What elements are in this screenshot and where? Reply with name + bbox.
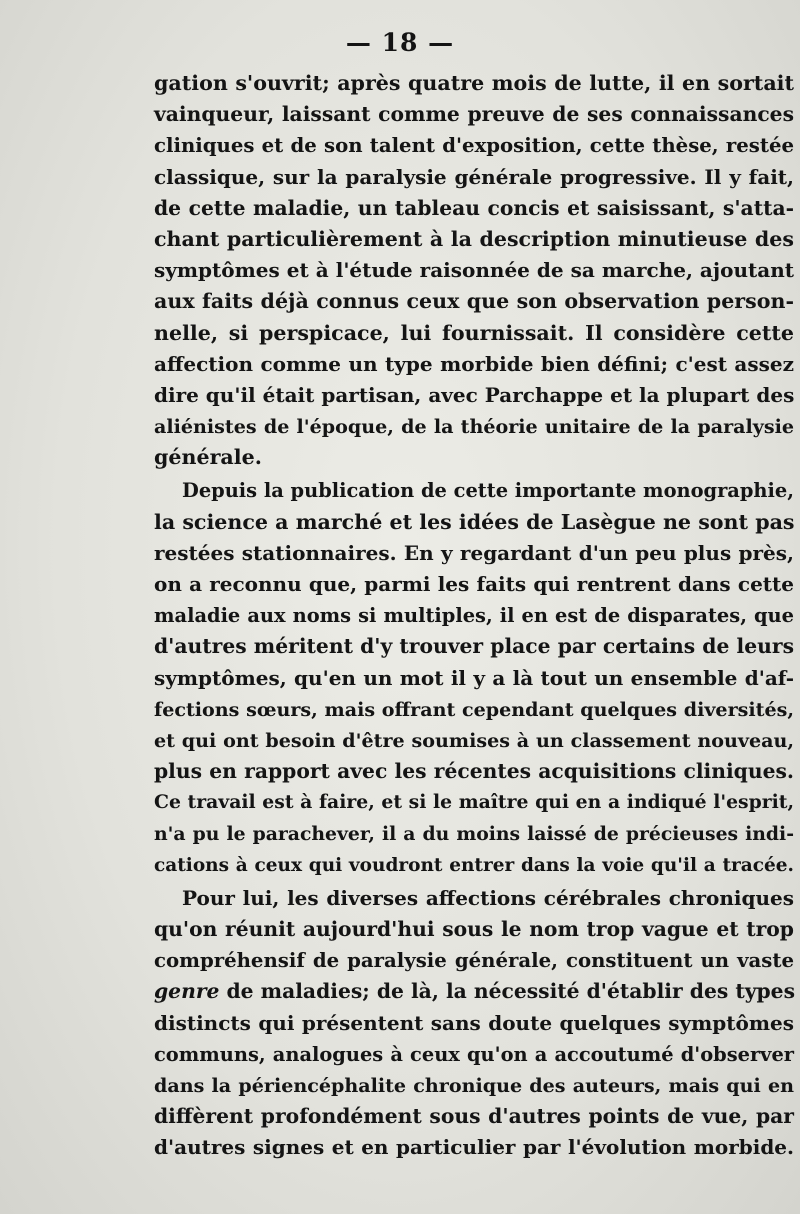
text-line: symptômes, qu'en un mot il y a là tout un ensemble d'af-: [154, 665, 794, 690]
text-line: aux faits déjà connus ceux que son observation person-: [154, 289, 794, 314]
text-line: symptômes et à l'étude raisonnée de sa marche, ajoutant: [154, 258, 794, 283]
text-line: communs, analogues à ceux qu'on a accoutumé d'observer: [154, 1042, 794, 1066]
text-line: classique, sur la paralysie générale progressive. Il y fait,: [154, 164, 794, 189]
text-line: d'autres signes et en particulier par l'évolution morbide.: [154, 1135, 794, 1160]
text-line: dire qu'il était partisan, avec Parchappe et la plupart des: [154, 382, 795, 407]
text-line: distincts qui présentent sans doute quelques symptômes: [154, 1010, 794, 1035]
paragraph-2: [154, 475, 794, 880]
text-line: plus en rapport avec les récentes acquisitions cliniques.: [154, 759, 794, 784]
text-line: de cette maladie, un tableau concis et saisissant, s'atta-: [154, 195, 794, 220]
text-line: Pour lui, les diverses affections cérébrales chroniques: [182, 885, 794, 910]
text-line: aliénistes de l'époque, de la théorie unitaire de la paralysie: [154, 415, 794, 439]
text-line: gation s'ouvrit; après quatre mois de lutte, il en sortait: [154, 71, 794, 95]
paragraph-1: [154, 68, 794, 473]
text-line: d'autres méritent d'y trouver place par certains de leurs: [154, 634, 794, 659]
text-line: affection comme un type morbide bien défini; c'est assez: [154, 351, 794, 376]
text-line: maladie aux noms si multiples, il en est de disparates, que: [154, 604, 794, 628]
text-line: restées stationnaires. En y regardant d'un peu plus près,: [154, 540, 794, 565]
text-line: dans la périencéphalite chronique des auteurs, mais qui en: [154, 1074, 794, 1097]
paragraph-3: [154, 883, 794, 1164]
text-line: et qui ont besoin d'être soumises à un classement nouveau,: [154, 728, 794, 752]
text-line: diffèrent profondément sous d'autres points de vue, par: [154, 1104, 794, 1129]
text-line: Ce travail est à faire, et si le maître qui en a indiqué l'esprit,: [154, 791, 794, 814]
text-line: on a reconnu que, parmi les faits qui rentrent dans cette: [154, 572, 794, 596]
text-line: n'a pu le parachever, il a du moins laissé de précieuses indi-: [154, 822, 794, 845]
text-line: qu'on réunit aujourd'hui sous le nom trop vague et trop: [154, 917, 794, 942]
text-line: cations à ceux qui voudront entrer dans la voie qu'il a tracée.: [154, 854, 794, 876]
text-line: nelle, si perspicace, lui fournissait. Il considère cette: [154, 320, 794, 345]
text-line: générale.: [154, 445, 262, 470]
text-line: Depuis la publication de cette importante monographie,: [182, 479, 794, 503]
text-line: la science a marché et les idées de Lasègue ne sont pas: [154, 509, 795, 534]
page-number: — 18 —: [345, 28, 455, 57]
body-text: [154, 68, 794, 1164]
text-line: compréhensif de paralysie générale, constituent un vaste: [154, 949, 794, 973]
text-line: chant particulièrement à la description minutieuse des: [154, 226, 794, 251]
text-line: genre de maladies; de là, la nécessité d'établir des types: [154, 979, 795, 1004]
text-line: fections sœurs, mais offrant cependant quelques diversités,: [154, 697, 794, 721]
text-line: vainqueur, laissant comme preuve de ses connaissances: [154, 102, 794, 127]
text-line: cliniques et de son talent d'exposition, cette thèse, restée: [154, 134, 794, 158]
